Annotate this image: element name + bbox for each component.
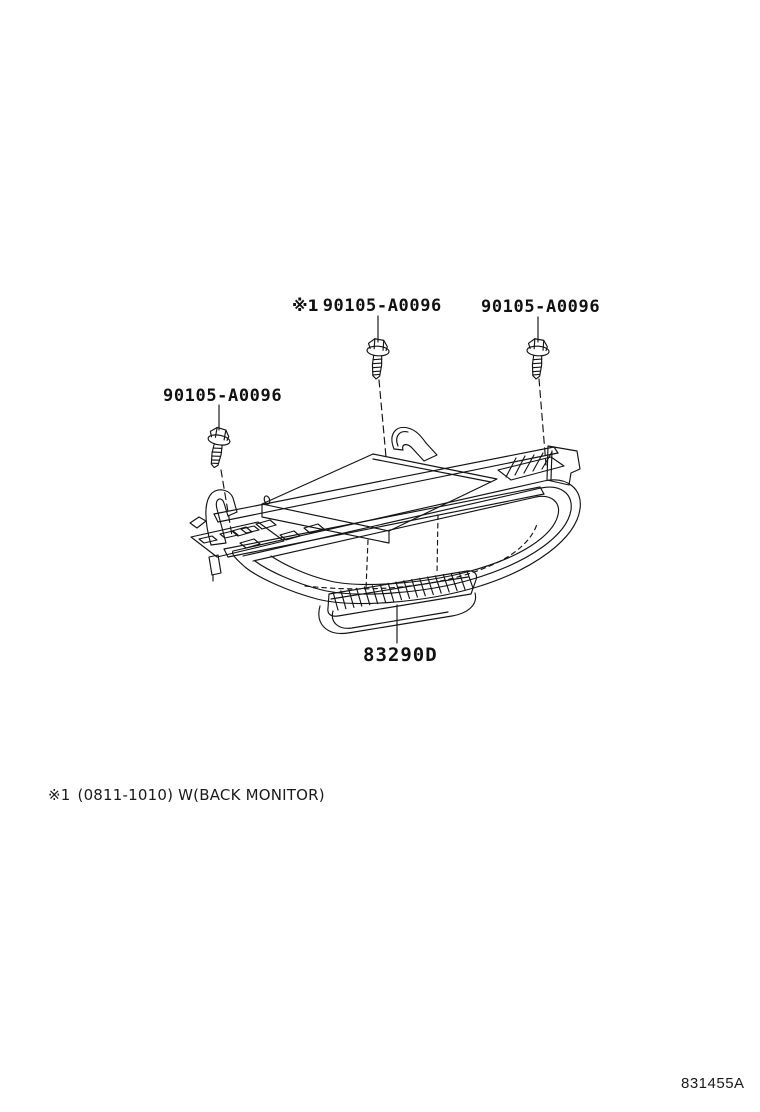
screw-icon-middle <box>365 338 390 379</box>
middle-bracket-tab <box>392 427 437 461</box>
display-unit-drawing <box>190 427 580 633</box>
front-bezel <box>233 480 581 604</box>
part-number-label-screw-left: 90105-A0096 <box>163 386 283 406</box>
right-bracket <box>498 446 580 485</box>
ref-mark: ※1 <box>292 296 319 315</box>
footnote <box>48 786 325 804</box>
display-box <box>262 454 497 543</box>
figure-code: 831455A <box>681 1075 745 1092</box>
part-number-label-screw-right: 90105-A0096 <box>481 297 601 317</box>
footnote-text: (0811-1010) W(BACK MONITOR) <box>77 786 325 804</box>
part-number: 90105-A0096 <box>322 296 442 316</box>
screw-icon-right <box>525 338 550 379</box>
footnote-ref-mark: ※1 <box>48 786 71 804</box>
screw-icon-left <box>203 426 232 469</box>
part-number-label-display-unit: 83290D <box>363 644 438 666</box>
part-number-label-screw-middle <box>292 298 442 315</box>
